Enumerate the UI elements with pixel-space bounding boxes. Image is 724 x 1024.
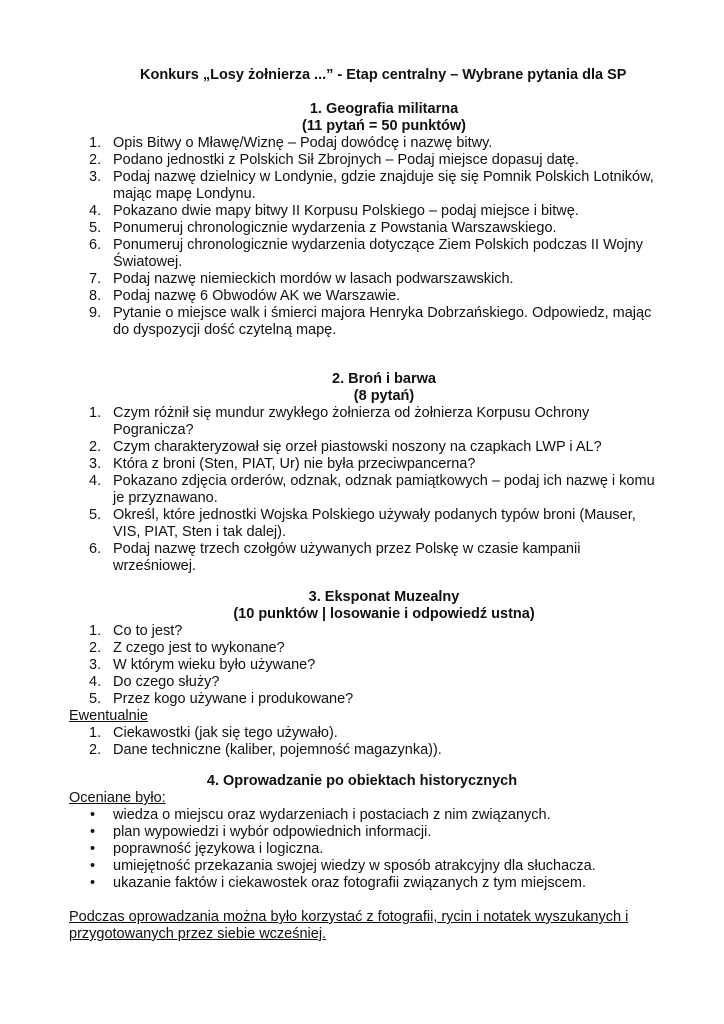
section-heading	[0, 773, 724, 790]
section-title: 4. Oprowadzanie po obiektach historycznych	[206, 773, 518, 789]
list-item: 4. Pokazano zdjęcia orderów, odznak, odznak pamiątkowych – podaj ich nazwę i komu je przyznawano.	[89, 473, 655, 506]
section-title: 3. Eksponat Muzealny	[308, 589, 460, 605]
list-item: 3. Podaj nazwę dzielnicy w Londynie, gdzie znajduje się się Pomnik Polskich Lotników, mając mapę Londynu.	[89, 169, 654, 202]
list-item: 2. Czym charakteryzował się orzeł piastowski noszony na czapkach LWP i AL?	[89, 439, 602, 455]
list-item: 1. Co to jest?	[89, 623, 183, 639]
document-title: Konkurs „Losy żołnierza ...” - Etap centralny – Wybrane pytania dla SP	[140, 67, 627, 83]
evaluated-label: Oceniane było:	[69, 790, 166, 806]
question-list	[0, 405, 724, 575]
list-item: • ukazanie faktów i ciekawostek oraz fotografii związanych z tym miejscem.	[90, 875, 587, 891]
list-item: • umiejętność przekazania swojej wiedzy w sposób atrakcyjny dla słuchacza.	[90, 858, 596, 874]
section-heading	[0, 101, 724, 135]
list-item: • poprawność językowa i logiczna.	[90, 841, 324, 857]
section-subtitle: (8 pytań)	[353, 388, 415, 404]
section-subtitle: (11 pytań = 50 punktów)	[302, 118, 466, 134]
extra-list	[0, 725, 724, 759]
list-item: 2. Z czego jest to wykonane?	[89, 640, 285, 656]
list-item: 6. Ponumeruj chronologicznie wydarzenia dotyczące Ziem Polskich podczas II Wojny Światowej.	[89, 237, 644, 270]
list-item: 4. Do czego służy?	[89, 674, 220, 690]
list-item: 5. Ponumeruj chronologicznie wydarzenia z Powstania Warszawskiego.	[89, 220, 557, 236]
section-title: 1. Geografia militarna	[309, 101, 459, 117]
list-item: 7. Podaj nazwę niemieckich mordów w lasach podwarszawskich.	[89, 271, 514, 287]
list-item: • plan wypowiedzi i wybór odpowiednich informacji.	[90, 824, 432, 840]
list-item: 5. Określ, które jednostki Wojska Polskiego używały podanych typów broni (Mauser, VIS, PIAT, Sten i tak dalej).	[89, 507, 636, 540]
extra-label: Ewentualnie	[69, 708, 148, 724]
list-item: 3. W którym wieku było używane?	[89, 657, 316, 673]
list-item: 2. Podano jednostki z Polskich Sił Zbrojnych – Podaj miejsce dopasuj datę.	[89, 152, 579, 168]
section-heading	[0, 371, 724, 405]
list-item: 5. Przez kogo używane i produkowane?	[89, 691, 354, 707]
list-item: 8. Podaj nazwę 6 Obwodów AK we Warszawie.	[89, 288, 401, 304]
criteria-list	[0, 807, 724, 892]
list-item: 1. Ciekawostki (jak się tego używało).	[89, 725, 338, 741]
section-title: 2. Broń i barwa	[332, 371, 436, 387]
section-subtitle: (10 punktów | losowanie i odpowiedź ustna)	[233, 606, 535, 622]
question-list	[0, 623, 724, 708]
section-geografia	[0, 101, 724, 339]
list-item: • wiedza o miejscu oraz wydarzeniach i postaciach z nim związanych.	[90, 807, 551, 823]
list-item: 1. Opis Bitwy o Mławę/Wiznę – Podaj dowódcę i nazwę bitwy.	[89, 135, 493, 151]
section-bron-i-barwa	[0, 371, 724, 575]
list-item: 2. Dane techniczne (kaliber, pojemność magazynka)).	[89, 742, 442, 758]
closing-note: Podczas oprowadzania można było korzystać z fotografii, rycin i notatek wyszukanych i przygotowanych przez siebie wcześniej.	[69, 909, 629, 942]
question-list	[0, 135, 724, 339]
list-item: 6. Podaj nazwę trzech czołgów używanych przez Polskę w czasie kampanii wrześniowej.	[89, 541, 581, 574]
section-eksponat	[0, 589, 724, 759]
list-item: 3. Która z broni (Sten, PIAT, Ur) nie była przeciwpancerna?	[89, 456, 476, 472]
list-item: 9. Pytanie o miejsce walk i śmierci majora Henryka Dobrzańskiego. Odpowiedz, mając do dyspozycji dość czytelną mapę.	[89, 305, 652, 338]
list-item: 1. Czym różnił się mundur zwykłego żołnierza od żołnierza Korpusu Ochrony Pogranicza?	[89, 405, 590, 438]
section-oprowadzanie	[0, 773, 724, 943]
section-heading	[0, 589, 724, 623]
list-item: 4. Pokazano dwie mapy bitwy II Korpusu Polskiego – podaj miejsce i bitwę.	[89, 203, 579, 219]
